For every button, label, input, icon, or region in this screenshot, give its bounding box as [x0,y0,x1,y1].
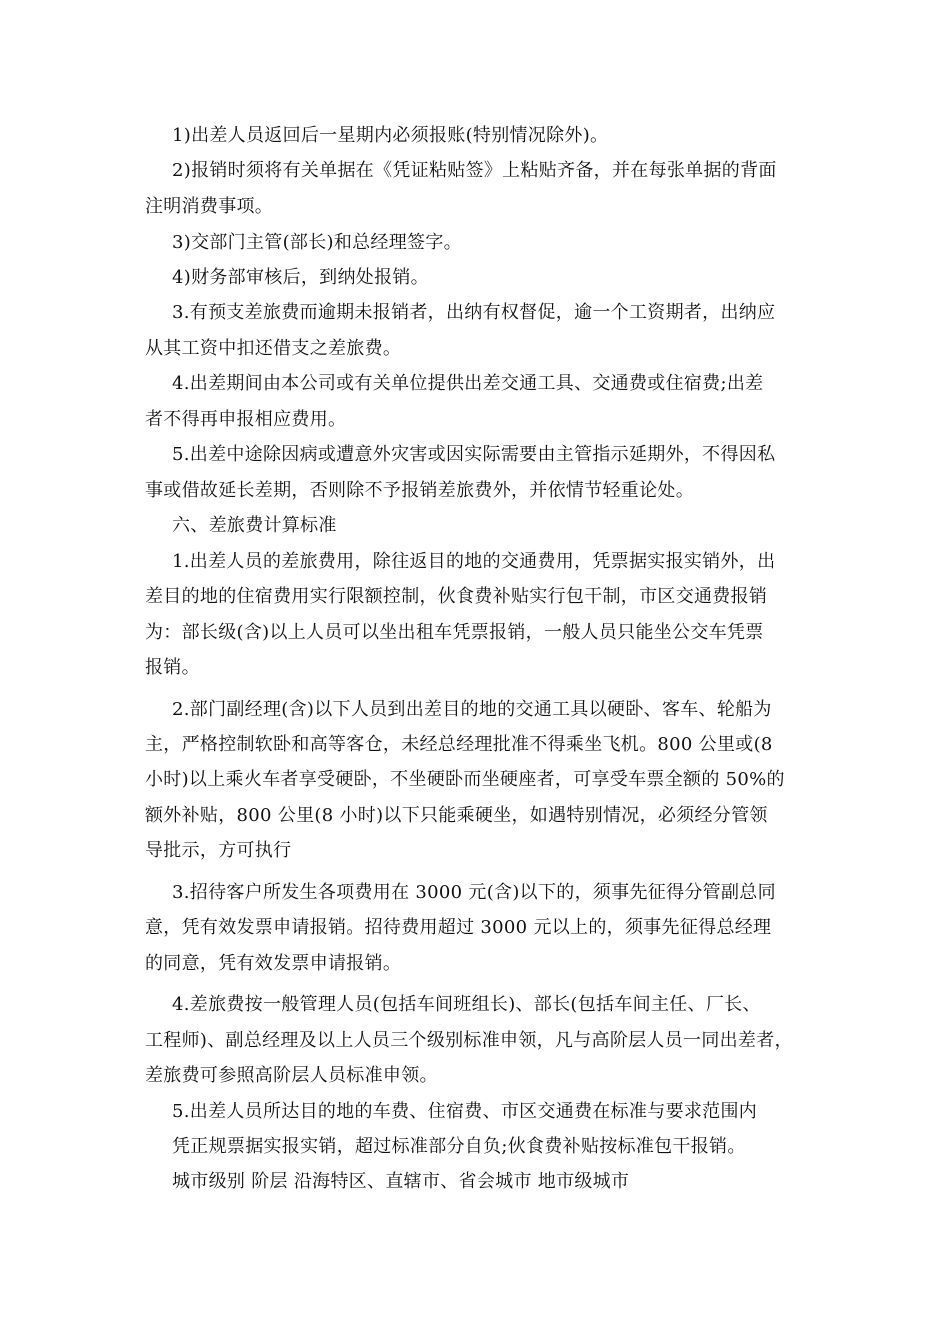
text-line: 1.出差人员的差旅费用，除往返目的地的交通费用，凭票据实报实销外，出 [172,551,776,572]
text-line: 额外补贴，800 公里(8 小时)以下只能乘硬坐，如遇特别情况，必须经分管领 [145,805,768,826]
text-line: 为：部长级(含)以上人员可以坐出租车凭票报销，一般人员只能坐公交车凭票 [145,622,764,643]
text-line: 2)报销时须将有关单据在《凭证粘贴签》上粘贴齐备，并在每张单据的背面 [172,160,777,181]
text-line: 凭正规票据实报实销，超过标准部分自负;伙食费补贴按标准包干报销。 [172,1136,746,1157]
text-line: 导批示，方可执行 [145,840,292,861]
text-line: 4.出差期间由本公司或有关单位提供出差交通工具、交通费或住宿费;出差 [172,373,764,394]
text-line: 小时)以上乘火车者享受硬卧，不坐硬卧而坐硬座者，可享受车票全额的 50%的 [145,769,785,790]
text-line: 从其工资中扣还借支之差旅费。 [145,338,402,359]
text-line: 城市级别 阶层 沿海特区、直辖市、省会城市 地市级城市 [172,1171,630,1192]
text-line: 4)财务部审核后，到纳处报销。 [172,267,429,288]
text-line: 事或借故延长差期，否则除不予报销差旅费外，并依情节轻重论处。 [145,480,694,501]
text-line: 5.出差中途除因病或遭意外灾害或因实际需要由主管指示延期外，不得因私 [172,444,776,465]
text-line: 报销。 [145,657,200,678]
text-line: 工程师)、副总经理及以上人员三个级别标准申领，凡与高阶层人员一同出差者， [145,1030,793,1051]
text-line: 差旅费可参照高阶层人员标准申领。 [145,1065,438,1086]
text-line: 注明消费事项。 [145,196,274,217]
text-line: 主，严格控制软卧和高等客仓，未经总经理批准不得乘坐飞机。800 公里或(8 [145,734,773,755]
text-line: 1)出差人员返回后一星期内必须报账(特别情况除外)。 [172,125,609,146]
text-line: 的同意，凭有效发票申请报销。 [145,953,402,974]
text-line: 5.出差人员所达目的地的车费、住宿费、市区交通费在标准与要求范围内 [172,1101,758,1122]
text-line: 3.有预支差旅费而逾期未报销者，出纳有权督促，逾一个工资期者，出纳应 [172,302,776,323]
text-line: 2.部门副经理(含)以下人员到出差目的地的交通工具以硬卧、客车、轮船为 [172,699,772,720]
section-heading: 六、差旅费计算标准 [172,515,337,536]
text-line: 差目的地的住宿费用实行限额控制，伙食费补贴实行包干制，市区交通费报销 [145,586,768,607]
text-line: 3.招待客户所发生各项费用在 3000 元(含)以下的，须事先征得分管副总同 [172,882,776,903]
text-line: 者不得再申报相应费用。 [145,409,347,430]
text-line: 意，凭有效发票申请报销。招待费用超过 3000 元以上的，须事先征得总经理 [145,917,772,938]
text-line: 4.差旅费按一般管理人员(包括车间班组长)、部长(包括车间主任、厂长、 [172,994,761,1015]
text-line: 3)交部门主管(部长)和总经理签字。 [172,232,462,253]
